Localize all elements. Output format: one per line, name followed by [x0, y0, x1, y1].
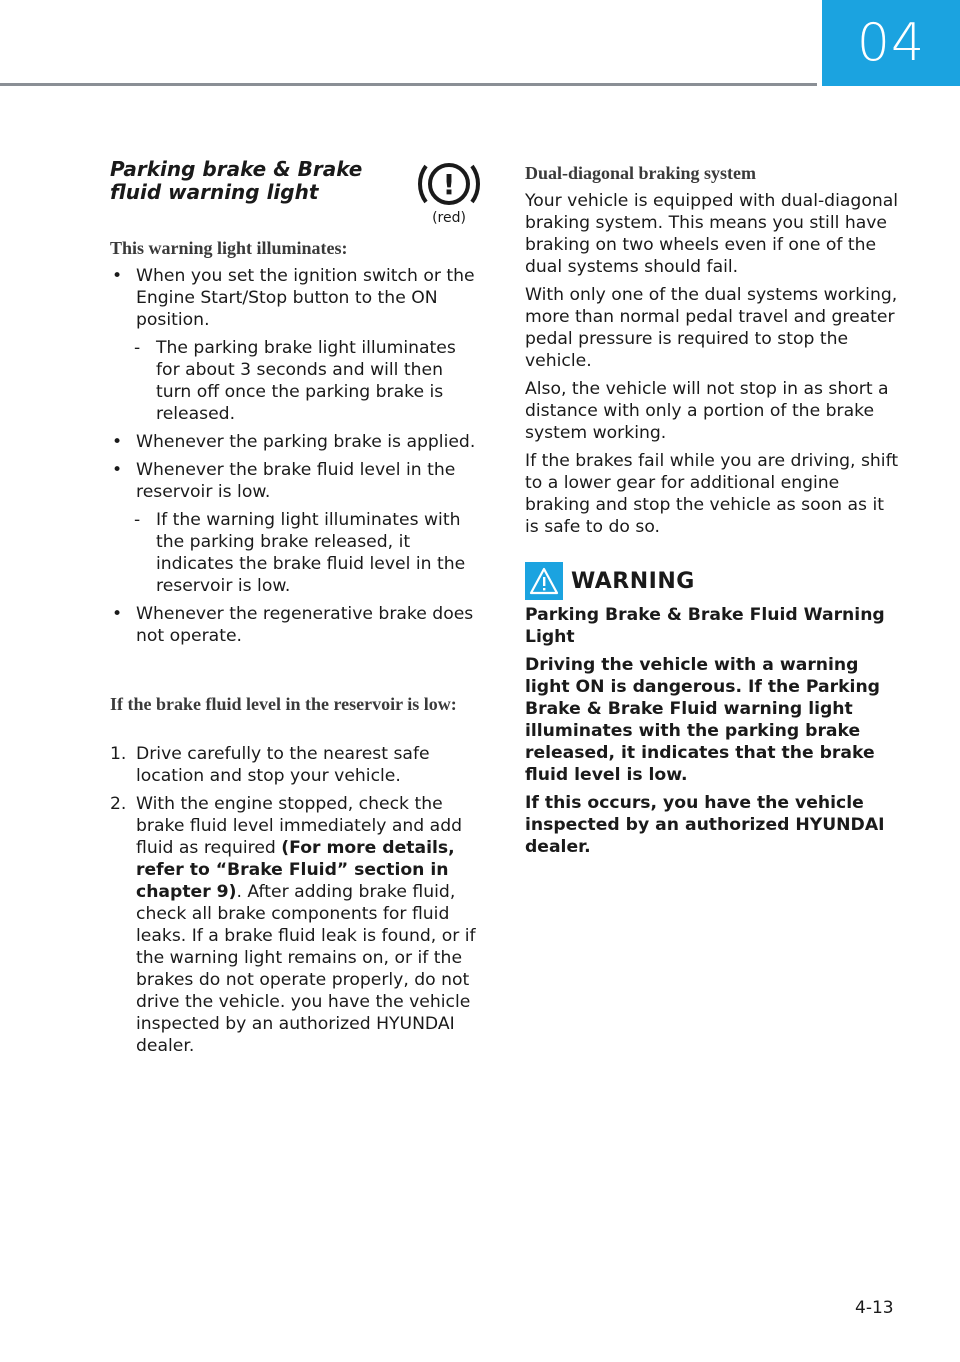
list-item: • Whenever the parking brake is applied.: [112, 432, 476, 452]
list-item: • When you set the ignition switch or the Engine Start/Stop button to the ON position.: [112, 266, 475, 330]
step-item: 2. With the engine stopped, check the brake fluid level immediately and add fluid as required (For more details, refer to “Brake Fluid” section in chapter 9). After adding brake fluid, check all brake components for fluid leaks. If a brake fluid leak is found, or if the warning light remains on, or if the brakes do not operate properly, do not drive the vehicle. you have the vehicle inspected by an authorized HYUNDAI dealer.: [110, 794, 476, 1056]
warning-body: [525, 604, 897, 858]
header-rule: [0, 83, 817, 86]
paragraph: If the brakes fail while you are driving, shift to a lower gear for additional engine braking and stop the vehicle as soon as it is safe to do so.: [525, 451, 899, 537]
illuminates-list: [110, 265, 482, 647]
dual-diagonal-heading: Dual-diagonal braking system: [525, 163, 757, 183]
page-number: 4-13: [855, 1298, 894, 1318]
intro-heading: This warning light illuminates:: [110, 238, 348, 258]
warning-paragraph: If this occurs, you have the vehicle inspected by an authorized HYUNDAI dealer.: [525, 793, 885, 857]
low-fluid-heading: If the brake fluid level in the reservoir is low:: [110, 694, 457, 714]
list-subitem: - If the warning light illuminates with the parking brake released, it indicates the brake fluid level in the reservoir is low.: [134, 510, 466, 596]
section-title: Parking brake & Brake fluid warning light: [110, 157, 363, 204]
warning-paragraph: Driving the vehicle with a warning light ON is dangerous. If the Parking Brake & Brake Fluid warning light illuminates with the parking brake released, it indicates that the brake fluid level is low.: [525, 655, 880, 785]
warning-banner: [525, 562, 695, 600]
warning-triangle-icon: [525, 562, 563, 600]
brake-warning-icon: [416, 156, 482, 228]
steps-list: [110, 743, 482, 1057]
icon-symbol: !: [442, 168, 456, 201]
list-item: • Whenever the regenerative brake does not operate.: [112, 604, 474, 646]
icon-label: (red): [432, 210, 466, 226]
step-item: 1. Drive carefully to the nearest safe location and stop your vehicle.: [110, 744, 430, 786]
list-subitem: - The parking brake light illuminates for about 3 seconds and will then turn off once the parking brake is released.: [134, 338, 456, 424]
warning-title: WARNING: [571, 568, 695, 594]
dual-diagonal-body: [525, 190, 903, 538]
paragraph: With only one of the dual systems working, more than normal pedal travel and greater pedal pressure is required to stop the vehicle.: [525, 285, 898, 371]
warning-subtitle: Parking Brake & Brake Fluid Warning Light: [525, 605, 885, 647]
paragraph: Also, the vehicle will not stop in as short a distance with only a portion of the brake system working.: [525, 379, 889, 443]
paragraph: Your vehicle is equipped with dual-diagonal braking system. This means you still have braking on two wheels even if one of the dual systems should fail.: [525, 191, 899, 277]
chapter-tab: 04: [822, 0, 960, 86]
list-item: • Whenever the brake fluid level in the reservoir is low.: [112, 460, 456, 502]
